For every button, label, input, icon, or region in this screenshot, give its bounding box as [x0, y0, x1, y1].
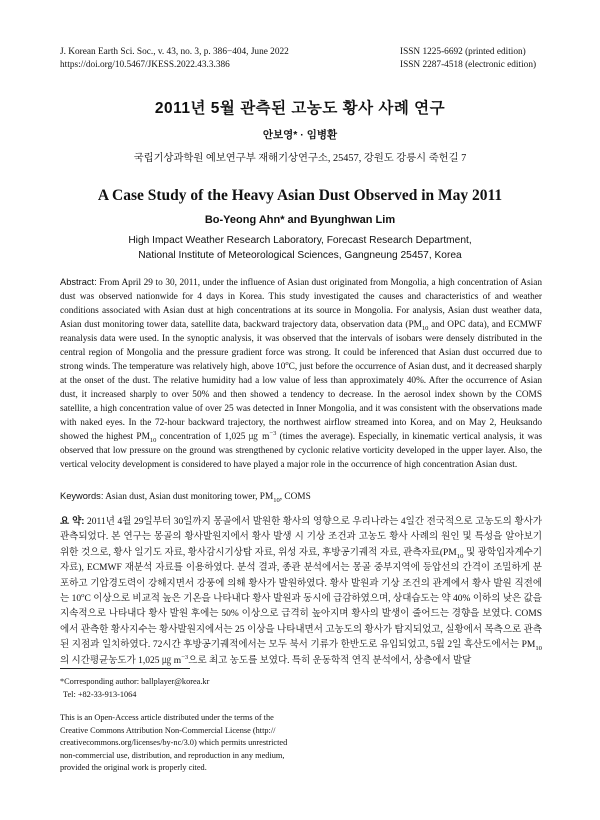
keywords-label: Keywords: [60, 491, 104, 501]
korean-title: 2011년 5월 관측된 고농도 황사 사례 연구 [154, 100, 446, 117]
keywords-sub: 10 [273, 496, 280, 504]
korean-abstract-label: 요 약: [60, 516, 85, 527]
abstract-sub-1: 10 [421, 324, 429, 332]
affiliation-line-2: National Institute of Meteorological Sciences, Gangneung 25457, Korea [138, 249, 462, 261]
abstract-text-1: From April 29 to 30, 2011, under the influence of Asian dust originated from Mongolia, a high concentration of Asian dust was observed nationwide for 4 days in Korea. This study investigated the causes and characteristics of and weather conditions associated with Asian dust at high concentrations at its source in Mongolia. For analysis, Asian dust weather data, Asian dust monitoring tower data, satellite data, backward trajectory data, observation data (PM [60, 278, 542, 330]
journal-citation: J. Korean Earth Sci. Soc., v. 43, no. 3, p. 386−404, June 2022 [60, 47, 289, 57]
korean-affiliation: 국립기상과학원 예보연구부 재해기상연구소, 25457, 강원도 강릉시 죽헌길 7 [133, 153, 467, 164]
english-affiliation [0, 234, 600, 263]
korean-authors: 안보영* · 임병환 [262, 129, 338, 141]
abstract-degree: o [285, 359, 289, 367]
license-line-2: Creative Commons Attribution Non-Commercial License (http:// [60, 725, 276, 735]
korean-abstract-sub-1: 10 [456, 552, 464, 560]
english-authors: Bo-Yeong Ahn* and Byunghwan Lim [204, 214, 396, 226]
issn-electronic: ISSN 2287-4518 (electronic edition) [400, 60, 537, 70]
korean-abstract-text-4: 의 시간평균농도가 1,025 [60, 655, 162, 666]
abstract-text-5: (times the average). Especially, in kinematic vertical analysis, it was observed that low pressure on the ground was strengthened by cyclonic relative vorticity developed in the upper layer. Also, the vertical velocity development is considered to have played a major role in the occurrence of high concentration Asian dust. [60, 432, 542, 470]
korean-abstract-text-2: 및 광학입자계수기 자료), ECMWF 재분석 자료를 이용하였다. 분석 결과, 종관 분석에서는 몽골 중부지역에 등압선의 간격이 조밀하게 분포하고 기압경도력이 강해지면서 강풍에 의해 황사가 발원하였다. 황사 발원과 기상 조건의 관계에서 황사 발원 직전에는 10 [60, 547, 542, 605]
footnote [60, 676, 320, 701]
korean-abstract-unit-exp: −3 [181, 653, 189, 661]
license-line-3: creativecommons.org/licenses/by-nc/3.0) which permits unrestricted [60, 738, 288, 748]
header-left [60, 46, 289, 72]
keywords-text-1: Asian dust, Asian dust monitoring tower, PM [103, 492, 274, 502]
abstract-label: Abstract: [60, 277, 97, 287]
korean-abstract-text-1: 2011년 4월 29일부터 30일까지 몽골에서 발원한 황사의 영향으로 우리나라는 4일간 전국적으로 고농도의 황사가 관측되었다. 본 연구는 몽골의 황사발원지에서 황사 발생 시 기상 조건과 고농도 황사 사례의 원인 및 특성을 알아보기 위한 것으로, 황사 일기도 자료, 황사감시기상탑 자료, 위성 자료, 후방공기궤적 자료, 관측자료(PM [60, 517, 542, 558]
footnote-divider [60, 668, 190, 669]
license-notice [60, 712, 300, 775]
korean-abstract-sub-2: 10 [535, 645, 542, 653]
abstract-unit: ㎍ m [248, 432, 270, 442]
header-right [400, 46, 536, 72]
keywords [60, 491, 542, 502]
korean-abstract-degree: o [81, 591, 85, 599]
abstract-text-4: concentration of 1,025 [156, 432, 249, 442]
issn-print: ISSN 1225-6692 (printed edition) [400, 47, 526, 57]
korean-abstract-text-5: 으로 최고 농도를 보였다. 특히 운동학적 연직 분석에서, 상층에서 발달 [188, 655, 472, 666]
korean-abstract [60, 514, 542, 669]
license-line-5: provided the original work is properly cited. [60, 763, 207, 773]
abstract-sub-2: 10 [149, 436, 157, 444]
keywords-text-2: , COMS [279, 492, 311, 502]
korean-abstract-text-3: C 이상으로 비교적 높은 기온을 나타내다 황사 발원과 동시에 급감하였으며, 상대습도는 약 40% 이하의 낮은 값을 지속적으로 나타내다 황사 발원 후에는 50% 이상으로 급격히 높아지며 황사의 발생이 줄어드는 경향을 보였다. COMS에서 관측한 황사지수는 황사발원지에서는 25 이상을 나타내면서 고농도의 황사가 탐지되었고, 실황에서 목측으로 관측된 지점과 일치하였다. 72시간 후방공기궤적에서는 모두 북서 기류가 한반도로 유입되었고, 5월 2일 흑산도에서는 PM [60, 594, 542, 651]
doi-link[interactable]: https://doi.org/10.5467/JKESS.2022.43.3.386 [60, 60, 230, 70]
korean-abstract-unit: ㎍ m [161, 655, 182, 666]
abstract-text-3: C, just before the occurrence of Asian dust, and it decreased sharply at the onset of the dust. The relative humidity had a low value of less than approximately 40%. After the occurrence of Asian dust, it increased sharply to over 50% and then showed a tendency to decrease. In the aerosol index shown by the COMS satellite, a high concentration value of over 25 was detected in Inner Mongolia, and it was consistent with the observations made with naked eyes. In the 72-hour backward trajectory, the northwest airflow streamed into Korea, and on May 2, Heuksando showed the highest PM [60, 362, 542, 442]
license-line-1: This is an Open-Access article distributed under the terms of the [60, 713, 274, 722]
english-title: A Case Study of the Heavy Asian Dust Observed in May 2011 [97, 187, 503, 204]
license-line-4: non-commercial use, distribution, and reproduction in any medium, [60, 750, 285, 760]
author-telephone: Tel: +82-33-913-1064 [63, 689, 137, 699]
affiliation-line-1: High Impact Weather Research Laboratory, Forecast Research Department, [128, 235, 472, 246]
abstract [60, 275, 542, 472]
corresponding-author: *Corresponding author: ballplayer@korea.kr [60, 677, 210, 686]
abstract-text-2: and OPC data), and ECMWF reanalysis data were used. In the synoptic analysis, it was observed that the intervals of isobars were densely distributed in the central region of Mongolia and the pressure gradient force was strong. It could be inferenced that Asian dust occurred due to strong winds. The temperature was relatively high, above 10 [60, 320, 542, 372]
abstract-unit-exp: −3 [269, 429, 277, 437]
